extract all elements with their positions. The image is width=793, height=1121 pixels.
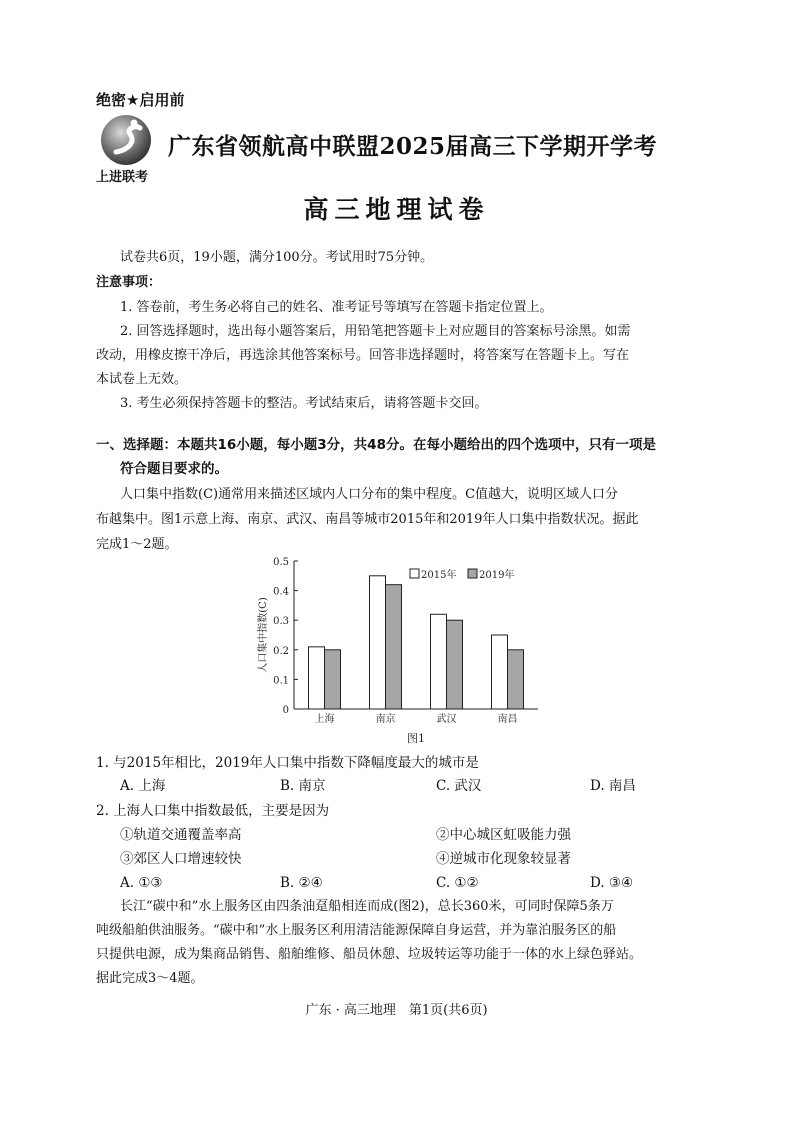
x-tick-label: 南京	[375, 714, 396, 725]
notice-title: 注意事项：	[96, 275, 162, 290]
section-heading-line-2: 符合题目要求的。	[120, 461, 228, 477]
q2-item-3: ③郊区人口增速较快	[120, 851, 242, 867]
passage2-line-2: 吨级船舶供油服务。“碳中和”水上服务区利用清洁能源保障自身运营，并为靠泊服务区的船	[96, 923, 617, 938]
legend-swatch-2015年	[410, 569, 419, 578]
q2-item-2: ②中心城区虹吸能力强	[436, 827, 571, 843]
q1-option-d: D. 南昌	[590, 778, 636, 794]
legend-swatch-2019年	[468, 569, 477, 578]
notice-item-1: 1. 答卷前，考生务必将自己的姓名、准考证号等填写在答题卡指定位置上。	[120, 300, 553, 315]
q2-option-c: C. ①②	[436, 875, 479, 891]
bar-武汉-2015年	[431, 614, 447, 709]
legend-label: 2019年	[479, 570, 515, 581]
passage2-line-1: 长江“碳中和”水上服务区由四条油趸船相连而成(图2)，总长360米，可同时保障5条万	[120, 899, 614, 914]
bar-南昌-2015年	[492, 635, 508, 709]
y-tick-label: 0.1	[273, 675, 289, 687]
y-tick-label: 0	[282, 705, 289, 716]
passage1-line-2: 布越集中。图1示意上海、南京、武汉、南昌等城市2015年和2019年人口集中指数状况。据此	[96, 512, 639, 527]
q2-item-1: ①轨道交通覆盖率高	[120, 827, 242, 843]
y-tick-label: 0.2	[273, 645, 289, 657]
exam-subject-title: 高三地理试卷	[303, 195, 490, 224]
y-tick-label: 0.5	[273, 557, 289, 568]
x-tick-label: 南昌	[497, 714, 518, 725]
notice-item-3: 3. 考生必须保持答题卡的整洁。考试结束后，请将答题卡交回。	[120, 396, 488, 411]
passage2-line-4: 据此完成3～4题。	[96, 971, 204, 986]
bar-上海-2019年	[325, 650, 341, 709]
question-1-stem: 1. 与2015年相比，2019年人口集中指数下降幅度最大的城市是	[96, 755, 479, 771]
legend-label: 2015年	[421, 570, 457, 581]
passage1-line-3: 完成1～2题。	[96, 537, 178, 552]
x-tick-label: 上海	[314, 714, 335, 725]
y-tick-label: 0.3	[273, 616, 289, 628]
bar-武汉-2019年	[447, 620, 463, 709]
q1-option-b: B. 南京	[280, 778, 326, 794]
page-footer: 广东 · 高三地理 第1页(共6页)	[305, 1003, 488, 1018]
notice-item-2-line-2: 改动，用橡皮擦干净后，再选涂其他答案标号。回答非选择题时，将答案写在答题卡上。写在	[96, 348, 630, 363]
x-tick-label: 武汉	[436, 714, 457, 725]
exam-header-title: 广东省领航高中联盟2025届高三下学期开学考	[168, 133, 658, 160]
confidential-label: 绝密★启用前	[96, 91, 185, 109]
q1-option-c: C. 武汉	[436, 778, 482, 794]
notice-item-2-line-1: 2. 回答选择题时，选出每小题答案后，用铅笔把答题卡上对应题目的答案标号涂黑。如需	[120, 324, 631, 339]
q2-option-b: B. ②④	[280, 875, 323, 891]
q2-item-4: ④逆城市化现象较显著	[436, 851, 571, 867]
passage1-line-1: 人口集中指数(C)通常用来描述区域内人口分布的集中程度。C值越大，说明区域人口分	[120, 487, 619, 502]
notice-item-2-line-3: 本试卷上无效。	[96, 372, 188, 387]
passage2-line-3: 只提供电源，成为集商品销售、船舶维修、船员休憩、垃圾转运等功能于一体的水上绿色驿站。	[96, 947, 643, 962]
exam-info: 试卷共6页，19小题，满分100分。考试用时75分钟。	[120, 250, 434, 265]
section-heading-line-1: 一、选择题：本题共16小题，每小题3分，共48分。在每小题给出的四个选项中，只有一项是	[96, 437, 656, 453]
y-axis-label: 人口集中指数(C)	[258, 597, 269, 673]
bar-南京-2019年	[386, 585, 402, 709]
bar-南京-2015年	[370, 576, 386, 709]
bar-上海-2015年	[309, 647, 325, 709]
bar-南昌-2019年	[508, 650, 524, 709]
q1-option-a: A. 上海	[120, 778, 166, 794]
question-2-stem: 2. 上海人口集中指数最低，主要是因为	[96, 803, 330, 819]
figure-caption: 图1	[407, 732, 425, 745]
y-tick-label: 0.4	[273, 586, 289, 598]
q2-option-d: D. ③④	[590, 875, 634, 891]
q2-option-a: A. ①③	[120, 875, 163, 891]
figure1-bar-chart	[250, 552, 550, 747]
logo-text: 上进联考	[96, 170, 149, 185]
